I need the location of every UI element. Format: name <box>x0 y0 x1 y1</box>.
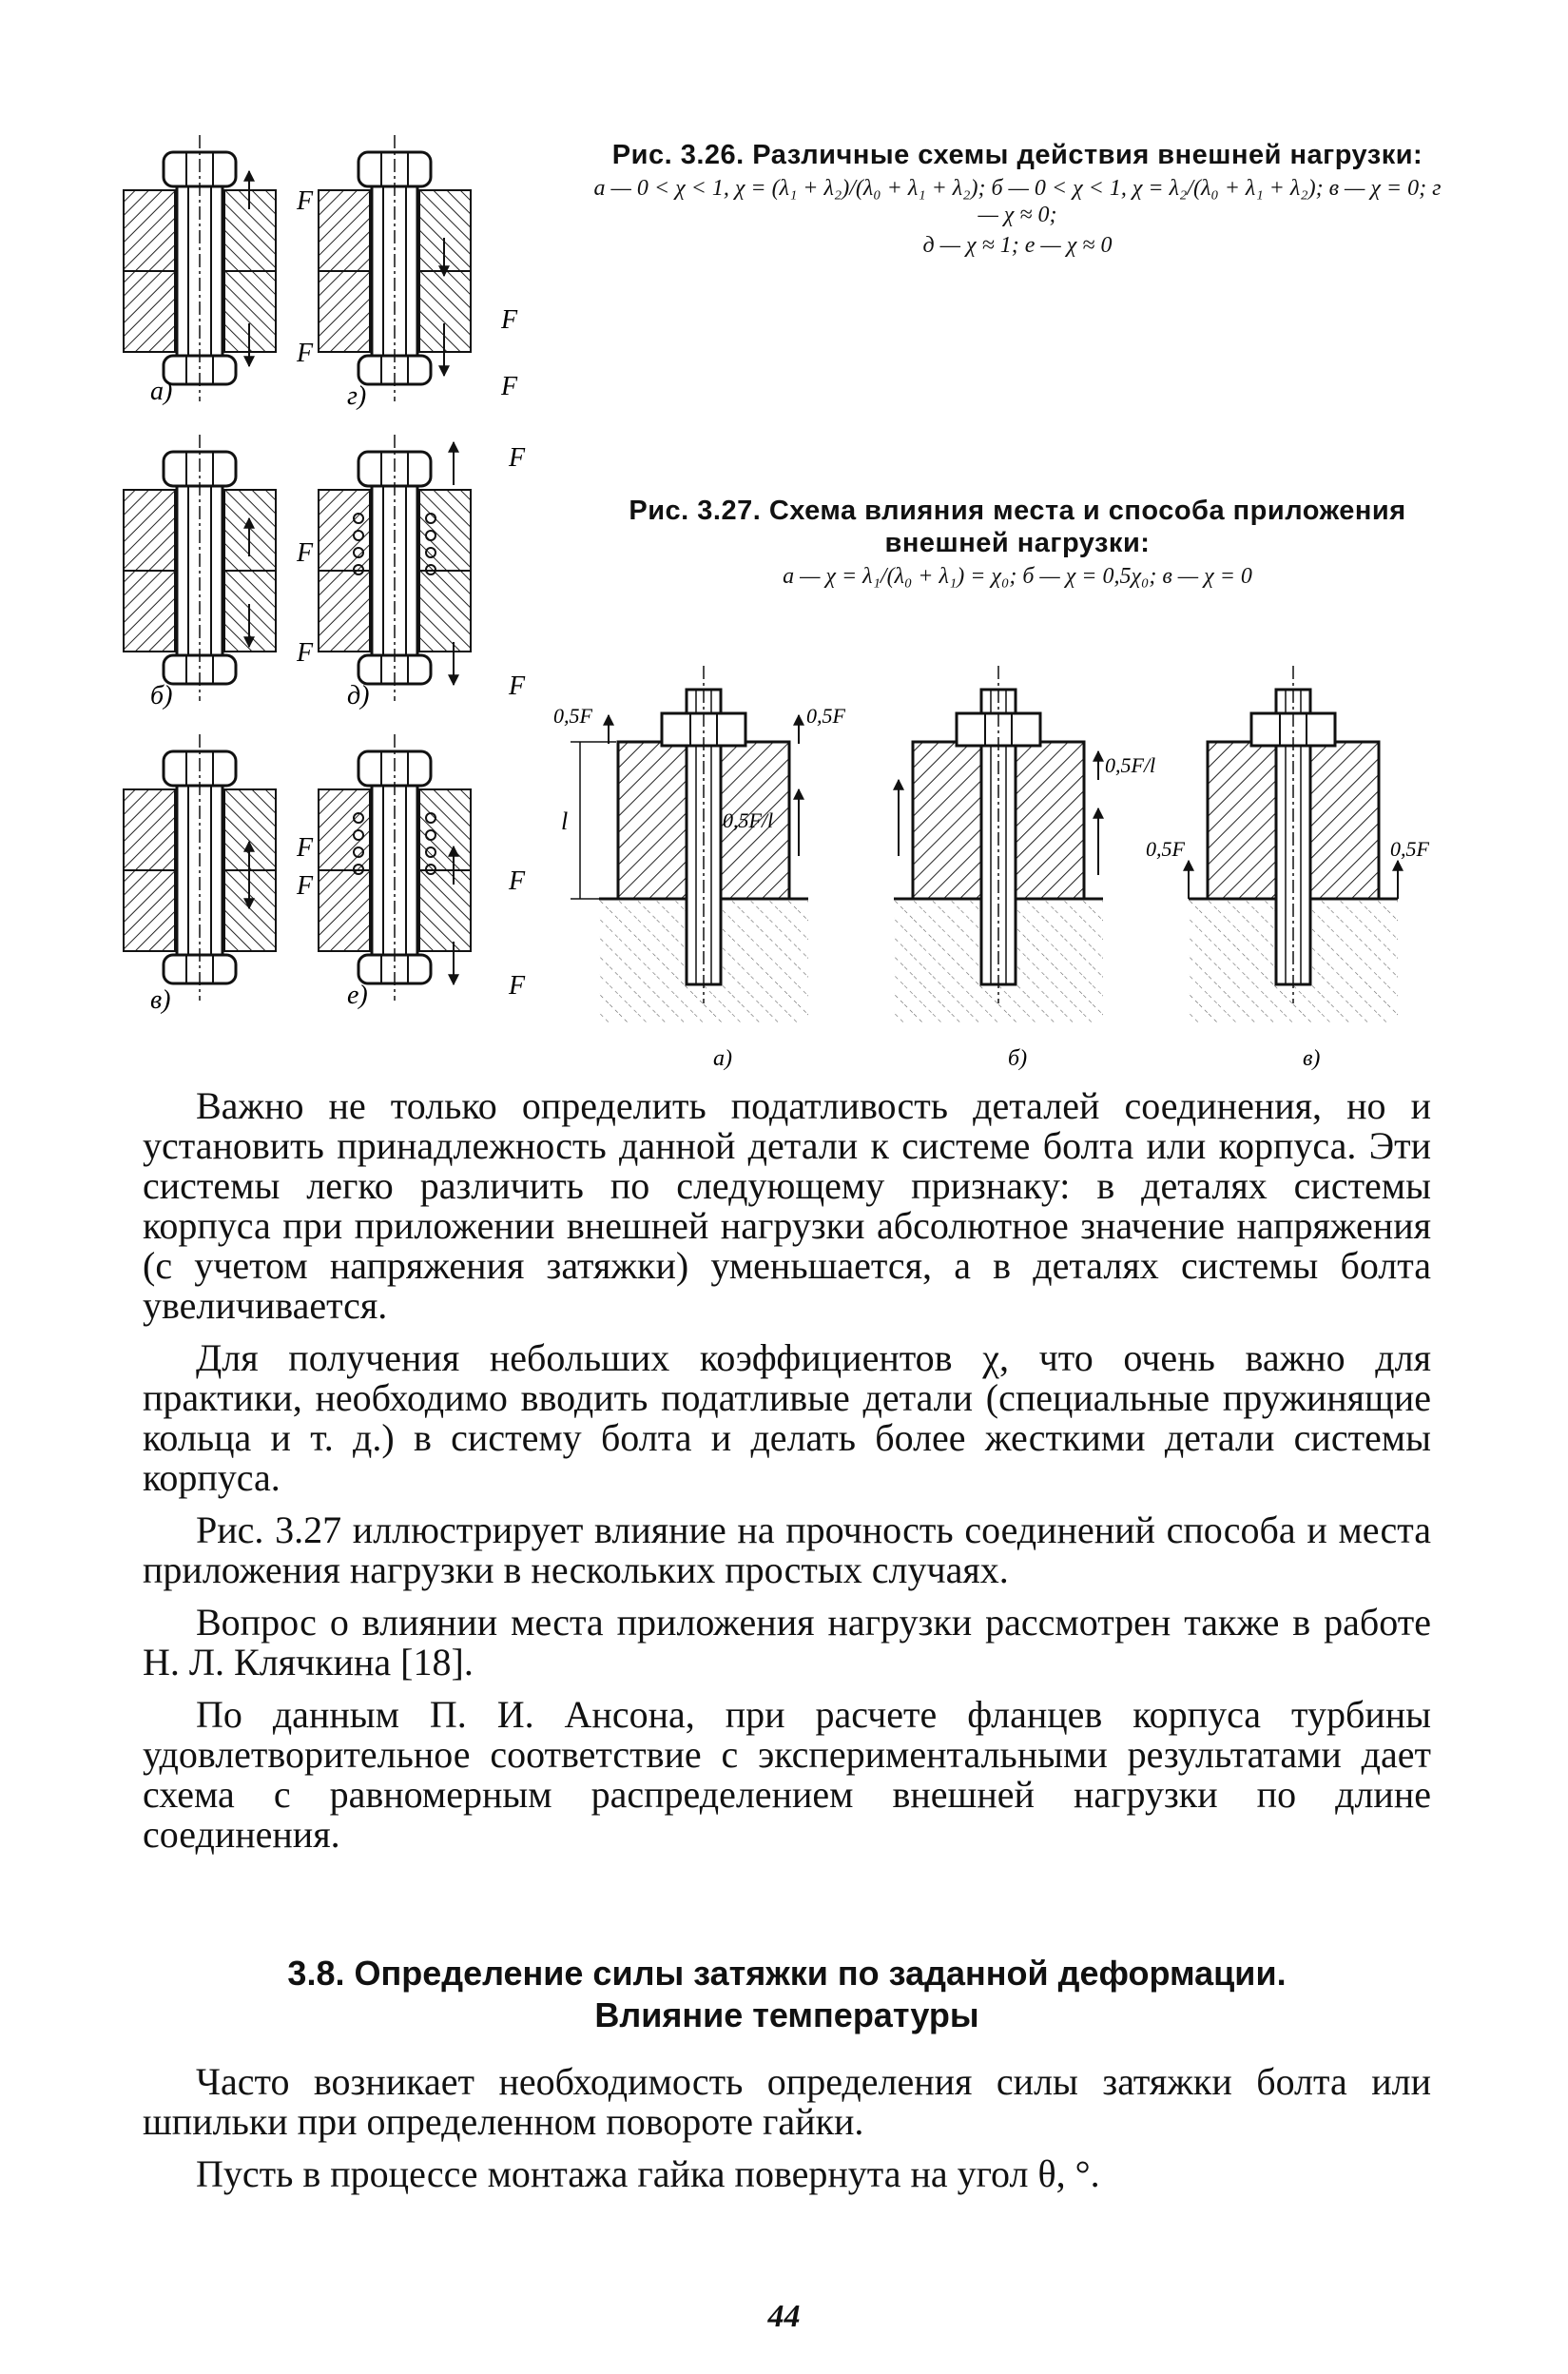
fig327-panel-label-a: а) <box>713 1046 732 1071</box>
f-label-d-bottom: F <box>509 671 526 701</box>
length-label: l <box>561 808 569 835</box>
f-label-e-top: F <box>509 866 526 896</box>
paragraph-3: Рис. 3.27 иллюстрирует влияние на прочность соединений способа и места приложения нагрузки в нескольких простых случаях. <box>143 1508 1431 1591</box>
figure-3-26-caption-formula-2: д — χ ≈ 1; е — χ ≈ 0 <box>922 233 1113 258</box>
panel-label-e: е) <box>347 981 368 1010</box>
section-heading-line-1: 3.8. Определение силы затяжки по заданной деформации. <box>287 1954 1287 1993</box>
paragraph-4: Вопрос о влиянии места приложения нагрузки рассмотрен также в работе Н. Л. Клячкина [18]. <box>143 1601 1431 1683</box>
figure-3-26-caption-title: Рис. 3.26. Различные схемы действия внешней нагрузки: <box>611 140 1423 170</box>
panel-label-a: а) <box>150 377 173 406</box>
paragraph-5: По данным П. И. Ансона, при расчете фланцев корпуса турбины удовлетворительное соответствие с экспериментальными результатами дает схема с равномерным распределением внешней нагрузки по длине соединения. <box>143 1693 1431 1856</box>
section-heading <box>143 1953 1431 2036</box>
panel-e-bolt <box>319 734 471 1001</box>
f-label-b-bottom: F <box>297 638 314 668</box>
label-b-distributed: 0,5F/l <box>1105 753 1156 777</box>
panel-g-bolt <box>319 135 471 401</box>
figure-3-27-caption <box>590 495 1445 590</box>
panel-label-d: д) <box>347 681 370 710</box>
f-label-d-top: F <box>509 443 526 473</box>
label-a-top-right: 0,5F <box>806 704 845 728</box>
f-label-b-top: F <box>297 538 314 568</box>
section-heading-line-2: Влияние температуры <box>594 1995 979 2034</box>
paragraph-6: Часто возникает необходимость определения силы затяжки болта или шпильки при определенном повороте гайки. <box>143 2060 1431 2143</box>
paragraph-2: Для получения небольших коэффициентов χ, что очень важно для практики, необходимо вводить податливые детали (специальные пружинящие кольца и т. д.) в систему болта и делать более жесткими детали системы корпуса. <box>143 1336 1431 1499</box>
figure-3-26-drawing <box>133 133 561 1027</box>
panel-b-bolt <box>124 435 276 701</box>
panel-label-b: б) <box>150 681 173 710</box>
paragraph-1: Важно не только определить податливость деталей соединения, но и установить принадлежность данной детали к системе болта или корпуса. Эти системы легко различить по следующему признаку: в деталях системы корпуса при приложении внешней нагрузки абсолютное значение напряжения (с учетом напряжения затяжки) уменьшается, а в деталях системы болта увеличивается. <box>143 1084 1431 1327</box>
label-a-top-left: 0,5F <box>553 704 592 728</box>
f-label-a-bottom: F <box>297 339 314 368</box>
figure-3-27-caption-formula: а — χ = λ₁/(λ₀ + λ₁) = χ₀; б — χ = 0,5χ₀; в — χ = 0 <box>783 564 1252 589</box>
panel-v-bolt <box>124 734 276 1001</box>
panel-label-g: г) <box>347 381 367 411</box>
panel-label-v: в) <box>150 985 171 1015</box>
f-label-v-bottom: F <box>297 871 314 901</box>
f-label-g-top: F <box>501 305 518 335</box>
panel-v-stud <box>1189 666 1398 1022</box>
panel-d-bolt <box>319 435 471 701</box>
label-a-distributed: 0,5F/l <box>723 808 774 832</box>
figure-3-27-drawing <box>553 666 1445 1075</box>
figure-3-27-caption-title: Рис. 3.27. Схема влияния места и способа приложения внешней нагрузки: <box>629 496 1406 558</box>
panel-a-bolt <box>124 135 276 401</box>
label-v-left: 0,5F <box>1146 837 1185 861</box>
figure-3-26-caption-formula-1: а — 0 < χ < 1, χ = (λ₁ + λ₂)/(λ₀ + λ₁ + λ₂); б — 0 < χ < 1, χ = λ₂/(λ₀ + λ₁ + λ₂); в — χ = 0; г — χ ≈ 0; <box>593 176 1442 227</box>
body-text-main <box>143 1086 1431 1867</box>
fig327-panel-label-b: б) <box>1008 1046 1028 1071</box>
fig327-panel-label-v: в) <box>1303 1046 1321 1071</box>
f-label-g-bottom: F <box>501 372 518 401</box>
label-v-right: 0,5F <box>1390 837 1429 861</box>
panel-b-stud <box>894 666 1103 1022</box>
f-label-a-top: F <box>297 186 314 216</box>
f-label-e-bottom: F <box>509 971 526 1001</box>
figure-3-26-caption <box>590 139 1445 259</box>
f-label-v-top: F <box>297 833 314 863</box>
page-number: 44 <box>767 2299 801 2334</box>
paragraph-7: Пусть в процессе монтажа гайка повернута на угол θ, °. <box>196 2152 1100 2195</box>
panel-a-stud <box>599 666 808 1022</box>
body-text-section <box>143 2062 1431 2207</box>
